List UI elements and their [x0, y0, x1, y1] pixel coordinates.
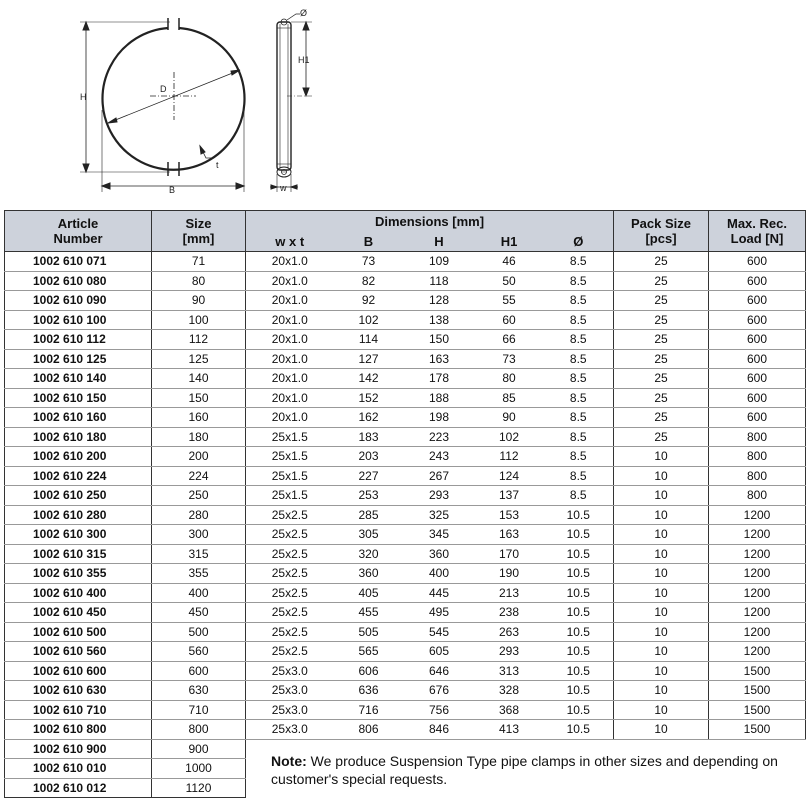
cell-size: 1000 [152, 759, 246, 779]
cell-h: 605 [404, 642, 475, 662]
cell-pack-size: 25 [614, 252, 709, 272]
cell-b: 565 [334, 642, 404, 662]
cell-article-number: 1002 610 160 [5, 408, 152, 428]
cell-b: 152 [334, 388, 404, 408]
cell-h: 400 [404, 564, 475, 584]
cell-b: 127 [334, 349, 404, 369]
cell-max-load: 1500 [709, 681, 806, 701]
cell-h1: 413 [475, 720, 544, 740]
cell-h: 128 [404, 291, 475, 311]
cell-b: 92 [334, 291, 404, 311]
cell-pack-size: 10 [614, 681, 709, 701]
cell-h1: 263 [475, 622, 544, 642]
cell-h: 360 [404, 544, 475, 564]
clamp-side-view [270, 14, 312, 192]
cell-article-number: 1002 610 630 [5, 681, 152, 701]
cell-article-number: 1002 610 112 [5, 330, 152, 350]
spec-table-body [5, 252, 806, 798]
cell-max-load: 800 [709, 427, 806, 447]
cell-h: 118 [404, 271, 475, 291]
cell-wxt: 20x1.0 [246, 271, 334, 291]
label-w: w [280, 183, 287, 193]
cell-article-number: 1002 610 800 [5, 720, 152, 740]
cell-pack-size: 10 [614, 466, 709, 486]
cell-size: 450 [152, 603, 246, 623]
cell-max-load: 600 [709, 252, 806, 272]
cell-diameter: 10.5 [544, 622, 614, 642]
cell-diameter: 10.5 [544, 583, 614, 603]
cell-wxt: 25x2.5 [246, 505, 334, 525]
cell-pack-size: 10 [614, 564, 709, 584]
cell-diameter: 10.5 [544, 642, 614, 662]
cell-wxt: 20x1.0 [246, 310, 334, 330]
note-label: Note: [271, 752, 307, 769]
header-dimensions: Dimensions [mm] [246, 211, 614, 233]
table-row [5, 739, 806, 759]
cell-h1: 85 [475, 388, 544, 408]
technical-drawing [0, 0, 809, 205]
cell-pack-size: 25 [614, 271, 709, 291]
cell-pack-size: 10 [614, 486, 709, 506]
cell-pack-size: 25 [614, 388, 709, 408]
cell-wxt: 20x1.0 [246, 349, 334, 369]
table-row [5, 252, 806, 272]
cell-pack-size: 10 [614, 661, 709, 681]
cell-h: 178 [404, 369, 475, 389]
cell-size: 560 [152, 642, 246, 662]
cell-pack-size: 25 [614, 349, 709, 369]
table-row [5, 603, 806, 623]
cell-h1: 313 [475, 661, 544, 681]
cell-pack-size: 10 [614, 700, 709, 720]
cell-article-number: 1002 610 012 [5, 778, 152, 798]
cell-size: 400 [152, 583, 246, 603]
table-row [5, 466, 806, 486]
table-row [5, 564, 806, 584]
cell-wxt: 25x1.5 [246, 466, 334, 486]
cell-h: 325 [404, 505, 475, 525]
cell-h: 646 [404, 661, 475, 681]
cell-size: 800 [152, 720, 246, 740]
cell-size: 710 [152, 700, 246, 720]
cell-pack-size: 25 [614, 408, 709, 428]
header-h1: H1 [475, 232, 544, 252]
cell-wxt: 25x1.5 [246, 486, 334, 506]
cell-article-number: 1002 610 200 [5, 447, 152, 467]
cell-size: 300 [152, 525, 246, 545]
cell-h: 545 [404, 622, 475, 642]
cell-h: 163 [404, 349, 475, 369]
label-diameter: Ø [300, 8, 308, 18]
cell-b: 162 [334, 408, 404, 428]
cell-size: 112 [152, 330, 246, 350]
cell-wxt: 25x2.5 [246, 603, 334, 623]
cell-h1: 66 [475, 330, 544, 350]
cell-b: 636 [334, 681, 404, 701]
cell-diameter: 8.5 [544, 447, 614, 467]
cell-max-load: 600 [709, 330, 806, 350]
cell-wxt: 25x1.5 [246, 447, 334, 467]
cell-size: 180 [152, 427, 246, 447]
cell-size: 71 [152, 252, 246, 272]
cell-article-number: 1002 610 180 [5, 427, 152, 447]
cell-b: 505 [334, 622, 404, 642]
cell-size: 250 [152, 486, 246, 506]
cell-h: 150 [404, 330, 475, 350]
cell-h: 345 [404, 525, 475, 545]
cell-b: 203 [334, 447, 404, 467]
cell-h1: 190 [475, 564, 544, 584]
cell-h: 756 [404, 700, 475, 720]
cell-max-load: 1200 [709, 642, 806, 662]
clamp-diagram [0, 0, 809, 205]
cell-pack-size: 10 [614, 642, 709, 662]
cell-size: 355 [152, 564, 246, 584]
table-row [5, 544, 806, 564]
cell-max-load: 1200 [709, 564, 806, 584]
cell-max-load: 600 [709, 291, 806, 311]
cell-diameter: 8.5 [544, 427, 614, 447]
cell-size: 90 [152, 291, 246, 311]
cell-max-load: 800 [709, 447, 806, 467]
cell-pack-size: 10 [614, 505, 709, 525]
cell-pack-size: 25 [614, 310, 709, 330]
table-row [5, 525, 806, 545]
cell-article-number: 1002 610 150 [5, 388, 152, 408]
table-row [5, 349, 806, 369]
cell-wxt: 20x1.0 [246, 408, 334, 428]
cell-article-number: 1002 610 900 [5, 739, 152, 759]
cell-diameter: 8.5 [544, 349, 614, 369]
cell-article-number: 1002 610 071 [5, 252, 152, 272]
cell-b: 102 [334, 310, 404, 330]
cell-h: 243 [404, 447, 475, 467]
cell-b: 114 [334, 330, 404, 350]
cell-diameter: 8.5 [544, 291, 614, 311]
cell-wxt: 25x2.5 [246, 583, 334, 603]
cell-b: 405 [334, 583, 404, 603]
cell-max-load: 600 [709, 408, 806, 428]
cell-pack-size: 10 [614, 583, 709, 603]
cell-size: 125 [152, 349, 246, 369]
cell-pack-size: 25 [614, 291, 709, 311]
cell-article-number: 1002 610 280 [5, 505, 152, 525]
table-row [5, 330, 806, 350]
cell-pack-size: 25 [614, 330, 709, 350]
cell-diameter: 10.5 [544, 525, 614, 545]
cell-size: 630 [152, 681, 246, 701]
cell-wxt: 20x1.0 [246, 330, 334, 350]
cell-size: 600 [152, 661, 246, 681]
cell-h: 293 [404, 486, 475, 506]
cell-h1: 90 [475, 408, 544, 428]
note-text: We produce Suspension Type pipe clamps in other sizes and depending on customer's special requests. [271, 752, 778, 787]
cell-max-load: 1200 [709, 583, 806, 603]
cell-diameter: 8.5 [544, 252, 614, 272]
cell-max-load: 1500 [709, 700, 806, 720]
cell-h1: 80 [475, 369, 544, 389]
cell-article-number: 1002 610 080 [5, 271, 152, 291]
cell-max-load: 1500 [709, 661, 806, 681]
cell-size: 160 [152, 408, 246, 428]
cell-b: 253 [334, 486, 404, 506]
cell-b: 806 [334, 720, 404, 740]
cell-diameter: 10.5 [544, 720, 614, 740]
header-wxt: w x t [246, 232, 334, 252]
cell-wxt: 25x2.5 [246, 525, 334, 545]
cell-wxt: 25x3.0 [246, 661, 334, 681]
cell-max-load: 800 [709, 486, 806, 506]
cell-size: 140 [152, 369, 246, 389]
cell-h1: 328 [475, 681, 544, 701]
cell-h: 495 [404, 603, 475, 623]
cell-h1: 170 [475, 544, 544, 564]
table-row [5, 505, 806, 525]
cell-size: 500 [152, 622, 246, 642]
cell-h: 198 [404, 408, 475, 428]
table-row [5, 388, 806, 408]
cell-max-load: 600 [709, 388, 806, 408]
cell-h1: 368 [475, 700, 544, 720]
cell-article-number: 1002 610 355 [5, 564, 152, 584]
cell-b: 360 [334, 564, 404, 584]
cell-b: 73 [334, 252, 404, 272]
label-B: B [169, 185, 176, 195]
note [246, 739, 806, 798]
cell-wxt: 20x1.0 [246, 388, 334, 408]
cell-wxt: 20x1.0 [246, 252, 334, 272]
cell-size: 150 [152, 388, 246, 408]
cell-diameter: 8.5 [544, 388, 614, 408]
table-row [5, 310, 806, 330]
cell-article-number: 1002 610 400 [5, 583, 152, 603]
cell-pack-size: 25 [614, 369, 709, 389]
cell-article-number: 1002 610 710 [5, 700, 152, 720]
cell-diameter: 10.5 [544, 564, 614, 584]
cell-article-number: 1002 610 250 [5, 486, 152, 506]
cell-article-number: 1002 610 450 [5, 603, 152, 623]
table-row [5, 271, 806, 291]
table-row [5, 681, 806, 701]
cell-wxt: 25x2.5 [246, 642, 334, 662]
cell-h1: 124 [475, 466, 544, 486]
cell-max-load: 600 [709, 349, 806, 369]
cell-h1: 112 [475, 447, 544, 467]
cell-h1: 163 [475, 525, 544, 545]
label-H1: H1 [298, 55, 310, 65]
cell-h1: 293 [475, 642, 544, 662]
cell-size: 315 [152, 544, 246, 564]
cell-article-number: 1002 610 315 [5, 544, 152, 564]
cell-article-number: 1002 610 125 [5, 349, 152, 369]
cell-b: 82 [334, 271, 404, 291]
label-t: t [216, 160, 219, 170]
cell-article-number: 1002 610 224 [5, 466, 152, 486]
cell-b: 716 [334, 700, 404, 720]
cell-pack-size: 10 [614, 447, 709, 467]
cell-diameter: 10.5 [544, 700, 614, 720]
table-row [5, 661, 806, 681]
cell-diameter: 10.5 [544, 681, 614, 701]
cell-h1: 46 [475, 252, 544, 272]
cell-pack-size: 10 [614, 525, 709, 545]
cell-max-load: 1200 [709, 603, 806, 623]
table-row [5, 447, 806, 467]
cell-max-load: 1200 [709, 544, 806, 564]
cell-wxt: 25x2.5 [246, 564, 334, 584]
cell-wxt: 20x1.0 [246, 369, 334, 389]
cell-diameter: 10.5 [544, 505, 614, 525]
cell-max-load: 1200 [709, 622, 806, 642]
cell-h: 138 [404, 310, 475, 330]
cell-max-load: 800 [709, 466, 806, 486]
header-pack-size: Pack Size [pcs] [614, 211, 709, 252]
cell-diameter: 8.5 [544, 271, 614, 291]
table-row [5, 622, 806, 642]
cell-pack-size: 10 [614, 622, 709, 642]
cell-h1: 50 [475, 271, 544, 291]
cell-max-load: 1200 [709, 525, 806, 545]
header-max-load: Max. Rec. Load [N] [709, 211, 806, 252]
header-diameter: Ø [544, 232, 614, 252]
cell-size: 280 [152, 505, 246, 525]
table-row [5, 408, 806, 428]
cell-max-load: 600 [709, 369, 806, 389]
cell-size: 900 [152, 739, 246, 759]
cell-max-load: 600 [709, 310, 806, 330]
cell-size: 224 [152, 466, 246, 486]
cell-max-load: 600 [709, 271, 806, 291]
cell-b: 320 [334, 544, 404, 564]
cell-wxt: 25x2.5 [246, 544, 334, 564]
header-b: B [334, 232, 404, 252]
label-D: D [160, 84, 167, 94]
cell-b: 183 [334, 427, 404, 447]
header-size: Size [mm] [152, 211, 246, 252]
cell-diameter: 8.5 [544, 330, 614, 350]
cell-h: 445 [404, 583, 475, 603]
cell-b: 305 [334, 525, 404, 545]
cell-size: 80 [152, 271, 246, 291]
cell-b: 285 [334, 505, 404, 525]
cell-h1: 238 [475, 603, 544, 623]
cell-b: 142 [334, 369, 404, 389]
cell-h1: 73 [475, 349, 544, 369]
table-row [5, 486, 806, 506]
cell-article-number: 1002 610 500 [5, 622, 152, 642]
header-h: H [404, 232, 475, 252]
spec-table [4, 210, 806, 798]
cell-pack-size: 10 [614, 603, 709, 623]
cell-h1: 153 [475, 505, 544, 525]
cell-wxt: 25x3.0 [246, 700, 334, 720]
cell-diameter: 10.5 [544, 603, 614, 623]
cell-pack-size: 25 [614, 427, 709, 447]
cell-h1: 60 [475, 310, 544, 330]
cell-diameter: 8.5 [544, 466, 614, 486]
table-row [5, 427, 806, 447]
cell-pack-size: 10 [614, 720, 709, 740]
cell-diameter: 8.5 [544, 408, 614, 428]
cell-h: 267 [404, 466, 475, 486]
cell-wxt: 20x1.0 [246, 291, 334, 311]
table-row [5, 583, 806, 603]
cell-h: 846 [404, 720, 475, 740]
cell-article-number: 1002 610 090 [5, 291, 152, 311]
cell-article-number: 1002 610 300 [5, 525, 152, 545]
cell-wxt: 25x3.0 [246, 720, 334, 740]
cell-wxt: 25x2.5 [246, 622, 334, 642]
cell-h1: 55 [475, 291, 544, 311]
cell-size: 200 [152, 447, 246, 467]
cell-h: 188 [404, 388, 475, 408]
cell-h1: 213 [475, 583, 544, 603]
cell-size: 100 [152, 310, 246, 330]
cell-article-number: 1002 610 140 [5, 369, 152, 389]
table-row [5, 291, 806, 311]
cell-b: 606 [334, 661, 404, 681]
header-article-number: Article Number [5, 211, 152, 252]
cell-diameter: 10.5 [544, 544, 614, 564]
cell-h1: 137 [475, 486, 544, 506]
cell-wxt: 25x1.5 [246, 427, 334, 447]
cell-diameter: 8.5 [544, 369, 614, 389]
label-H: H [80, 92, 87, 102]
table-row [5, 369, 806, 389]
cell-article-number: 1002 610 100 [5, 310, 152, 330]
cell-diameter: 8.5 [544, 486, 614, 506]
cell-max-load: 1200 [709, 505, 806, 525]
ring-front-view [80, 18, 245, 192]
cell-b: 227 [334, 466, 404, 486]
cell-diameter: 10.5 [544, 661, 614, 681]
cell-pack-size: 10 [614, 544, 709, 564]
cell-h: 109 [404, 252, 475, 272]
cell-article-number: 1002 610 010 [5, 759, 152, 779]
cell-h: 223 [404, 427, 475, 447]
table-row [5, 642, 806, 662]
cell-h1: 102 [475, 427, 544, 447]
table-row [5, 700, 806, 720]
cell-article-number: 1002 610 560 [5, 642, 152, 662]
cell-max-load: 1500 [709, 720, 806, 740]
cell-article-number: 1002 610 600 [5, 661, 152, 681]
cell-h: 676 [404, 681, 475, 701]
cell-size: 1120 [152, 778, 246, 798]
cell-b: 455 [334, 603, 404, 623]
cell-wxt: 25x3.0 [246, 681, 334, 701]
cell-diameter: 8.5 [544, 310, 614, 330]
table-row [5, 720, 806, 740]
